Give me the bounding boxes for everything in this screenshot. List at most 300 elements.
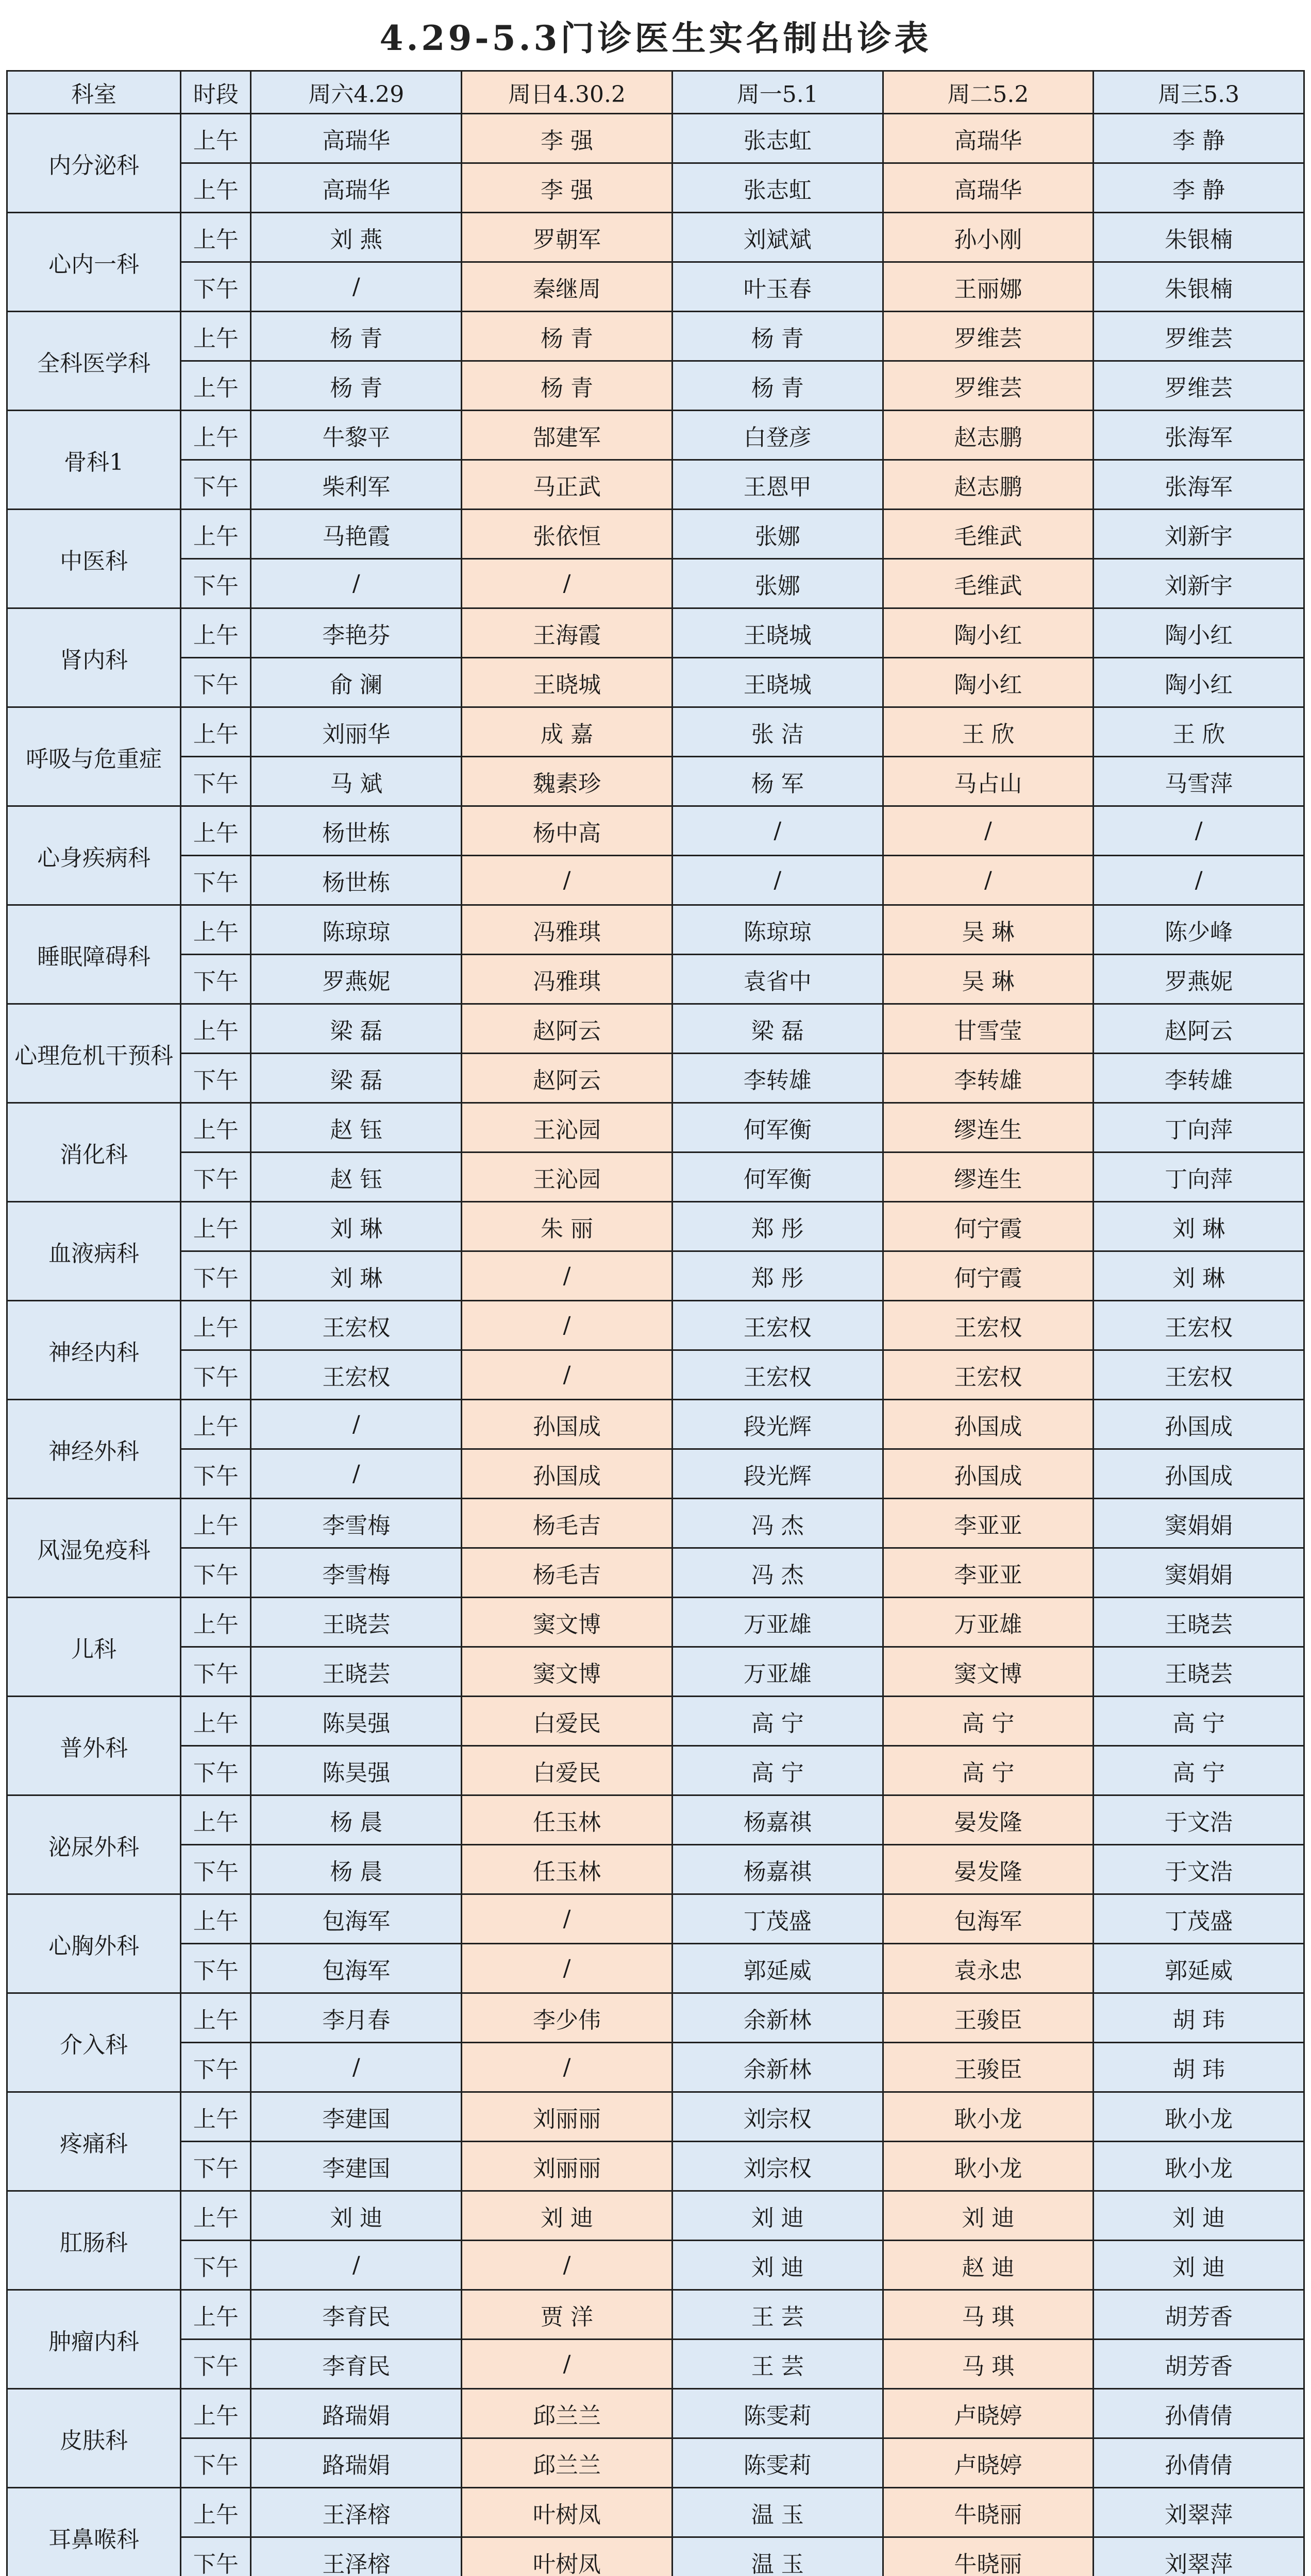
time-slot-cell: 下午 bbox=[181, 1647, 251, 1697]
time-slot-cell: 上午 bbox=[181, 2389, 251, 2438]
doctor-cell: / bbox=[462, 559, 673, 608]
time-slot-cell: 下午 bbox=[181, 1845, 251, 1894]
doctor-cell: 温 玉 bbox=[672, 2537, 883, 2576]
doctor-cell: 晏发隆 bbox=[883, 1795, 1094, 1845]
doctor-cell: / bbox=[1094, 856, 1304, 905]
time-slot-cell: 下午 bbox=[181, 1548, 251, 1598]
doctor-cell: 王骏臣 bbox=[883, 1993, 1094, 2043]
doctor-cell: 何宁霞 bbox=[883, 1251, 1094, 1301]
doctor-cell: 朱银楠 bbox=[1094, 213, 1304, 262]
doctor-cell: 李 静 bbox=[1094, 163, 1304, 213]
doctor-cell: 万亚雄 bbox=[883, 1598, 1094, 1647]
department-name: 心胸外科 bbox=[7, 1894, 181, 1993]
doctor-cell: 包海军 bbox=[251, 1944, 462, 1993]
doctor-cell: 王 欣 bbox=[883, 707, 1094, 757]
time-slot-cell: 下午 bbox=[181, 2340, 251, 2389]
doctor-cell: 张海军 bbox=[1094, 460, 1304, 510]
doctor-cell: 李月春 bbox=[251, 1993, 462, 2043]
doctor-cell: 王宏权 bbox=[883, 1301, 1094, 1350]
doctor-cell: 白爱民 bbox=[462, 1746, 673, 1795]
table-row bbox=[7, 213, 1304, 262]
header-day-mon: 周一5.1 bbox=[672, 71, 883, 114]
header-day-sun: 周日4.30.2 bbox=[462, 71, 673, 114]
doctor-cell: 张 洁 bbox=[672, 707, 883, 757]
doctor-cell: 袁永忠 bbox=[883, 1944, 1094, 1993]
time-slot-cell: 上午 bbox=[181, 1499, 251, 1548]
doctor-cell: 刘丽丽 bbox=[462, 2092, 673, 2142]
department-name: 儿科 bbox=[7, 1598, 181, 1697]
time-slot-cell: 下午 bbox=[181, 1944, 251, 1993]
doctor-cell: 冯雅琪 bbox=[462, 905, 673, 955]
table-row bbox=[7, 707, 1304, 757]
header-department: 科室 bbox=[7, 71, 181, 114]
table-row bbox=[7, 806, 1304, 856]
doctor-cell: 杨毛吉 bbox=[462, 1548, 673, 1598]
doctor-cell: 缪连生 bbox=[883, 1153, 1094, 1202]
doctor-cell: 王沁园 bbox=[462, 1103, 673, 1153]
time-slot-cell: 上午 bbox=[181, 2191, 251, 2241]
table-row bbox=[7, 1894, 1304, 1944]
doctor-cell: 刘宗权 bbox=[672, 2142, 883, 2191]
department-name: 皮肤科 bbox=[7, 2389, 181, 2488]
doctor-cell: 成 嘉 bbox=[462, 707, 673, 757]
table-row bbox=[7, 411, 1304, 460]
doctor-cell: / bbox=[462, 856, 673, 905]
table-row bbox=[7, 2043, 1304, 2092]
table-row bbox=[7, 1697, 1304, 1746]
header-day-sat: 周六4.29 bbox=[251, 71, 462, 114]
doctor-cell: 刘 琳 bbox=[1094, 1202, 1304, 1251]
schedule-table bbox=[6, 70, 1305, 2576]
doctor-cell: 李 强 bbox=[462, 163, 673, 213]
department-name: 心理危机干预科 bbox=[7, 1004, 181, 1103]
table-row bbox=[7, 1449, 1304, 1499]
department-name: 中医科 bbox=[7, 510, 181, 608]
doctor-cell: 梁 磊 bbox=[251, 1004, 462, 1054]
doctor-cell: 何宁霞 bbox=[883, 1202, 1094, 1251]
doctor-cell: 杨 青 bbox=[251, 361, 462, 411]
time-slot-cell: 下午 bbox=[181, 262, 251, 312]
time-slot-cell: 下午 bbox=[181, 460, 251, 510]
time-slot-cell: 上午 bbox=[181, 1598, 251, 1647]
time-slot-cell: 下午 bbox=[181, 2142, 251, 2191]
doctor-cell: 王丽娜 bbox=[883, 262, 1094, 312]
doctor-cell: 杨 青 bbox=[672, 312, 883, 361]
time-slot-cell: 上午 bbox=[181, 312, 251, 361]
doctor-cell: 耿小龙 bbox=[883, 2142, 1094, 2191]
time-slot-cell: 上午 bbox=[181, 1400, 251, 1449]
doctor-cell: 杨 青 bbox=[462, 361, 673, 411]
doctor-cell: 路瑞娟 bbox=[251, 2438, 462, 2488]
time-slot-cell: 下午 bbox=[181, 2537, 251, 2576]
time-slot-cell: 上午 bbox=[181, 2290, 251, 2340]
doctor-cell: 王 芸 bbox=[672, 2290, 883, 2340]
doctor-cell: 郑 彤 bbox=[672, 1202, 883, 1251]
table-row bbox=[7, 2340, 1304, 2389]
doctor-cell: 于文浩 bbox=[1094, 1845, 1304, 1894]
doctor-cell: / bbox=[251, 2043, 462, 2092]
table-row bbox=[7, 1103, 1304, 1153]
department-name: 普外科 bbox=[7, 1697, 181, 1795]
doctor-cell: 胡芳香 bbox=[1094, 2290, 1304, 2340]
doctor-cell: 张依恒 bbox=[462, 510, 673, 559]
doctor-cell: 牛晓丽 bbox=[883, 2537, 1094, 2576]
doctor-cell: 梁 磊 bbox=[251, 1054, 462, 1103]
doctor-cell: 李转雄 bbox=[1094, 1054, 1304, 1103]
doctor-cell: 冯 杰 bbox=[672, 1499, 883, 1548]
table-row bbox=[7, 2438, 1304, 2488]
doctor-cell: 马艳霞 bbox=[251, 510, 462, 559]
table-row bbox=[7, 1746, 1304, 1795]
doctor-cell: 孙倩倩 bbox=[1094, 2389, 1304, 2438]
doctor-cell: 秦继周 bbox=[462, 262, 673, 312]
doctor-cell: 杨中高 bbox=[462, 806, 673, 856]
doctor-cell: 高 宁 bbox=[1094, 1697, 1304, 1746]
doctor-cell: 牛黎平 bbox=[251, 411, 462, 460]
department-name: 骨科1 bbox=[7, 411, 181, 510]
doctor-cell: 刘 迪 bbox=[672, 2241, 883, 2290]
doctor-cell: 毛维武 bbox=[883, 510, 1094, 559]
table-row bbox=[7, 1004, 1304, 1054]
time-slot-cell: 下午 bbox=[181, 658, 251, 707]
doctor-cell: / bbox=[883, 806, 1094, 856]
doctor-cell: 张娜 bbox=[672, 510, 883, 559]
doctor-cell: 刘 迪 bbox=[462, 2191, 673, 2241]
doctor-cell: 李转雄 bbox=[883, 1054, 1094, 1103]
doctor-cell: / bbox=[462, 2241, 673, 2290]
doctor-cell: 杨嘉祺 bbox=[672, 1795, 883, 1845]
doctor-cell: 叶玉春 bbox=[672, 262, 883, 312]
table-row bbox=[7, 510, 1304, 559]
doctor-cell: 包海军 bbox=[251, 1894, 462, 1944]
doctor-cell: 何军衡 bbox=[672, 1103, 883, 1153]
time-slot-cell: 下午 bbox=[181, 2043, 251, 2092]
doctor-cell: 刘斌斌 bbox=[672, 213, 883, 262]
doctor-cell: 邱兰兰 bbox=[462, 2389, 673, 2438]
department-name: 血液病科 bbox=[7, 1202, 181, 1301]
doctor-cell: 孙国成 bbox=[1094, 1400, 1304, 1449]
doctor-cell: 耿小龙 bbox=[1094, 2092, 1304, 2142]
doctor-cell: 陶小红 bbox=[883, 608, 1094, 658]
doctor-cell: 郑 彤 bbox=[672, 1251, 883, 1301]
table-row bbox=[7, 559, 1304, 608]
doctor-cell: 窦文博 bbox=[883, 1647, 1094, 1697]
time-slot-cell: 下午 bbox=[181, 955, 251, 1004]
doctor-cell: 朱银楠 bbox=[1094, 262, 1304, 312]
doctor-cell: 李亚亚 bbox=[883, 1548, 1094, 1598]
time-slot-cell: 上午 bbox=[181, 905, 251, 955]
doctor-cell: 温 玉 bbox=[672, 2488, 883, 2537]
doctor-cell: 叶树凤 bbox=[462, 2537, 673, 2576]
doctor-cell: 高 宁 bbox=[672, 1697, 883, 1746]
table-row bbox=[7, 2142, 1304, 2191]
table-row bbox=[7, 757, 1304, 806]
doctor-cell: 于文浩 bbox=[1094, 1795, 1304, 1845]
doctor-cell: / bbox=[251, 559, 462, 608]
doctor-cell: 刘翠萍 bbox=[1094, 2488, 1304, 2537]
table-row bbox=[7, 1795, 1304, 1845]
table-row bbox=[7, 1993, 1304, 2043]
doctor-cell: 梁 磊 bbox=[672, 1004, 883, 1054]
time-slot-cell: 上午 bbox=[181, 608, 251, 658]
department-name: 消化科 bbox=[7, 1103, 181, 1202]
doctor-cell: 刘 迪 bbox=[251, 2191, 462, 2241]
doctor-cell: 郜建军 bbox=[462, 411, 673, 460]
doctor-cell: 马正武 bbox=[462, 460, 673, 510]
table-row bbox=[7, 163, 1304, 213]
doctor-cell: 杨嘉祺 bbox=[672, 1845, 883, 1894]
department-name: 泌尿外科 bbox=[7, 1795, 181, 1894]
table-row bbox=[7, 114, 1304, 163]
doctor-cell: 邱兰兰 bbox=[462, 2438, 673, 2488]
time-slot-cell: 下午 bbox=[181, 1251, 251, 1301]
doctor-cell: 何军衡 bbox=[672, 1153, 883, 1202]
doctor-cell: 李少伟 bbox=[462, 1993, 673, 2043]
doctor-cell: 贾 洋 bbox=[462, 2290, 673, 2340]
doctor-cell: 毛维武 bbox=[883, 559, 1094, 608]
doctor-cell: 杨 青 bbox=[462, 312, 673, 361]
table-row bbox=[7, 1548, 1304, 1598]
doctor-cell: 刘翠萍 bbox=[1094, 2537, 1304, 2576]
doctor-cell: 余新林 bbox=[672, 2043, 883, 2092]
doctor-cell: 王恩甲 bbox=[672, 460, 883, 510]
doctor-cell: 李雪梅 bbox=[251, 1499, 462, 1548]
doctor-cell: 赵志鹏 bbox=[883, 411, 1094, 460]
doctor-cell: / bbox=[1094, 806, 1304, 856]
doctor-cell: 窦文博 bbox=[462, 1647, 673, 1697]
doctor-cell: / bbox=[462, 1301, 673, 1350]
doctor-cell: 王宏权 bbox=[672, 1350, 883, 1400]
doctor-cell: 王骏臣 bbox=[883, 2043, 1094, 2092]
table-row bbox=[7, 608, 1304, 658]
doctor-cell: / bbox=[251, 2241, 462, 2290]
doctor-cell: 冯雅琪 bbox=[462, 955, 673, 1004]
doctor-cell: 王 欣 bbox=[1094, 707, 1304, 757]
doctor-cell: 李育民 bbox=[251, 2340, 462, 2389]
doctor-cell: 刘 迪 bbox=[672, 2191, 883, 2241]
doctor-cell: 刘 燕 bbox=[251, 213, 462, 262]
doctor-cell: 杨毛吉 bbox=[462, 1499, 673, 1548]
doctor-cell: 白登彦 bbox=[672, 411, 883, 460]
time-slot-cell: 下午 bbox=[181, 2438, 251, 2488]
table-row bbox=[7, 312, 1304, 361]
doctor-cell: 甘雪莹 bbox=[883, 1004, 1094, 1054]
doctor-cell: 陈昊强 bbox=[251, 1697, 462, 1746]
department-name: 心内一科 bbox=[7, 213, 181, 312]
time-slot-cell: 上午 bbox=[181, 213, 251, 262]
doctor-cell: 张海军 bbox=[1094, 411, 1304, 460]
doctor-cell: 陈琼琼 bbox=[251, 905, 462, 955]
doctor-cell: 叶树凤 bbox=[462, 2488, 673, 2537]
doctor-cell: / bbox=[462, 1350, 673, 1400]
doctor-cell: 窦娟娟 bbox=[1094, 1499, 1304, 1548]
doctor-cell: 朱 丽 bbox=[462, 1202, 673, 1251]
doctor-cell: 王宏权 bbox=[251, 1301, 462, 1350]
doctor-cell: 刘新宇 bbox=[1094, 559, 1304, 608]
time-slot-cell: 上午 bbox=[181, 163, 251, 213]
doctor-cell: 李育民 bbox=[251, 2290, 462, 2340]
doctor-cell: 李 强 bbox=[462, 114, 673, 163]
doctor-cell: 马雪萍 bbox=[1094, 757, 1304, 806]
doctor-cell: 陶小红 bbox=[883, 658, 1094, 707]
time-slot-cell: 下午 bbox=[181, 856, 251, 905]
doctor-cell: 陶小红 bbox=[1094, 608, 1304, 658]
doctor-cell: 王晓城 bbox=[462, 658, 673, 707]
department-name: 疼痛科 bbox=[7, 2092, 181, 2191]
doctor-cell: / bbox=[672, 806, 883, 856]
doctor-cell: 丁茂盛 bbox=[1094, 1894, 1304, 1944]
doctor-cell: / bbox=[251, 1449, 462, 1499]
table-row bbox=[7, 1647, 1304, 1697]
time-slot-cell: 下午 bbox=[181, 1449, 251, 1499]
doctor-cell: 王晓芸 bbox=[251, 1598, 462, 1647]
doctor-cell: / bbox=[883, 856, 1094, 905]
doctor-cell: 卢晓婷 bbox=[883, 2438, 1094, 2488]
doctor-cell: 袁省中 bbox=[672, 955, 883, 1004]
time-slot-cell: 上午 bbox=[181, 2488, 251, 2537]
doctor-cell: 张志虹 bbox=[672, 114, 883, 163]
doctor-cell: 李亚亚 bbox=[883, 1499, 1094, 1548]
doctor-cell: 罗维芸 bbox=[1094, 312, 1304, 361]
doctor-cell: 王宏权 bbox=[1094, 1350, 1304, 1400]
doctor-cell: 任玉林 bbox=[462, 1795, 673, 1845]
time-slot-cell: 下午 bbox=[181, 2241, 251, 2290]
doctor-cell: 罗朝军 bbox=[462, 213, 673, 262]
doctor-cell: 孙国成 bbox=[883, 1449, 1094, 1499]
header-time-slot: 时段 bbox=[181, 71, 251, 114]
time-slot-cell: 上午 bbox=[181, 1202, 251, 1251]
doctor-cell: 牛晓丽 bbox=[883, 2488, 1094, 2537]
doctor-cell: 罗维芸 bbox=[883, 361, 1094, 411]
doctor-cell: 孙国成 bbox=[1094, 1449, 1304, 1499]
doctor-cell: 陈少峰 bbox=[1094, 905, 1304, 955]
doctor-cell: 刘 迪 bbox=[1094, 2241, 1304, 2290]
doctor-cell: 刘丽华 bbox=[251, 707, 462, 757]
department-name: 介入科 bbox=[7, 1993, 181, 2092]
department-name: 神经外科 bbox=[7, 1400, 181, 1499]
doctor-cell: 马占山 bbox=[883, 757, 1094, 806]
doctor-cell: / bbox=[462, 1251, 673, 1301]
doctor-cell: 王宏权 bbox=[251, 1350, 462, 1400]
doctor-cell: 魏素珍 bbox=[462, 757, 673, 806]
doctor-cell: 卢晓婷 bbox=[883, 2389, 1094, 2438]
doctor-cell: 耿小龙 bbox=[883, 2092, 1094, 2142]
doctor-cell: 郭延威 bbox=[1094, 1944, 1304, 1993]
doctor-cell: 任玉林 bbox=[462, 1845, 673, 1894]
time-slot-cell: 上午 bbox=[181, 1993, 251, 2043]
doctor-cell: 张志虹 bbox=[672, 163, 883, 213]
table-row bbox=[7, 2241, 1304, 2290]
doctor-cell: 柴利军 bbox=[251, 460, 462, 510]
doctor-cell: / bbox=[462, 2043, 673, 2092]
department-name: 睡眠障碍科 bbox=[7, 905, 181, 1004]
doctor-cell: 孙国成 bbox=[462, 1400, 673, 1449]
doctor-cell: 晏发隆 bbox=[883, 1845, 1094, 1894]
department-name: 肿瘤内科 bbox=[7, 2290, 181, 2389]
doctor-cell: 孙国成 bbox=[462, 1449, 673, 1499]
doctor-cell: 李建国 bbox=[251, 2142, 462, 2191]
department-name: 肛肠科 bbox=[7, 2191, 181, 2290]
doctor-cell: 陈琼琼 bbox=[672, 905, 883, 955]
doctor-cell: 刘 迪 bbox=[883, 2191, 1094, 2241]
table-row bbox=[7, 2537, 1304, 2576]
doctor-cell: 王宏权 bbox=[672, 1301, 883, 1350]
page-title: 4.29-5.3门诊医生实名制出诊表 bbox=[379, 18, 932, 58]
doctor-cell: 俞 澜 bbox=[251, 658, 462, 707]
doctor-cell: 余新林 bbox=[672, 1993, 883, 2043]
table-row bbox=[7, 2389, 1304, 2438]
doctor-cell: 李艳芬 bbox=[251, 608, 462, 658]
doctor-cell: 孙倩倩 bbox=[1094, 2438, 1304, 2488]
table-row bbox=[7, 1598, 1304, 1647]
doctor-cell: 陈昊强 bbox=[251, 1746, 462, 1795]
time-slot-cell: 上午 bbox=[181, 411, 251, 460]
table-row bbox=[7, 658, 1304, 707]
doctor-cell: 杨世栋 bbox=[251, 806, 462, 856]
doctor-cell: 刘丽丽 bbox=[462, 2142, 673, 2191]
doctor-cell: 吴 琳 bbox=[883, 955, 1094, 1004]
doctor-cell: 包海军 bbox=[883, 1894, 1094, 1944]
table-row bbox=[7, 2092, 1304, 2142]
doctor-cell: 李转雄 bbox=[672, 1054, 883, 1103]
doctor-cell: / bbox=[462, 1894, 673, 1944]
department-name: 耳鼻喉科 bbox=[7, 2488, 181, 2576]
doctor-cell: 刘 琳 bbox=[1094, 1251, 1304, 1301]
doctor-cell: 路瑞娟 bbox=[251, 2389, 462, 2438]
time-slot-cell: 上午 bbox=[181, 1697, 251, 1746]
doctor-cell: 王宏权 bbox=[1094, 1301, 1304, 1350]
doctor-cell: 孙国成 bbox=[883, 1400, 1094, 1449]
header-day-wed: 周三5.3 bbox=[1094, 71, 1304, 114]
doctor-cell: 李 静 bbox=[1094, 114, 1304, 163]
table-row bbox=[7, 856, 1304, 905]
table-row bbox=[7, 905, 1304, 955]
header-row bbox=[7, 71, 1304, 114]
doctor-cell: 赵阿云 bbox=[462, 1054, 673, 1103]
doctor-cell: 王沁园 bbox=[462, 1153, 673, 1202]
doctor-cell: 万亚雄 bbox=[672, 1598, 883, 1647]
doctor-cell: 刘 琳 bbox=[251, 1202, 462, 1251]
doctor-cell: 杨世栋 bbox=[251, 856, 462, 905]
doctor-cell: / bbox=[462, 1944, 673, 1993]
doctor-cell: 王泽榕 bbox=[251, 2488, 462, 2537]
table-row bbox=[7, 1400, 1304, 1449]
table-row bbox=[7, 1944, 1304, 1993]
doctor-cell: 王宏权 bbox=[883, 1350, 1094, 1400]
schedule-body bbox=[7, 114, 1304, 2576]
doctor-cell: 杨 晨 bbox=[251, 1845, 462, 1894]
doctor-cell: 胡 玮 bbox=[1094, 1993, 1304, 2043]
table-row bbox=[7, 1054, 1304, 1103]
doctor-cell: 吴 琳 bbox=[883, 905, 1094, 955]
table-row bbox=[7, 361, 1304, 411]
doctor-cell: 窦娟娟 bbox=[1094, 1548, 1304, 1598]
department-name: 心身疾病科 bbox=[7, 806, 181, 905]
table-row bbox=[7, 2290, 1304, 2340]
doctor-cell: 罗燕妮 bbox=[251, 955, 462, 1004]
doctor-cell: 刘 迪 bbox=[1094, 2191, 1304, 2241]
doctor-cell: 赵 钰 bbox=[251, 1153, 462, 1202]
table-row bbox=[7, 1153, 1304, 1202]
doctor-cell: 杨 青 bbox=[251, 312, 462, 361]
time-slot-cell: 上午 bbox=[181, 1103, 251, 1153]
department-name: 内分泌科 bbox=[7, 114, 181, 213]
doctor-cell: 胡芳香 bbox=[1094, 2340, 1304, 2389]
doctor-cell: 王 芸 bbox=[672, 2340, 883, 2389]
doctor-cell: / bbox=[251, 1400, 462, 1449]
doctor-cell: 李雪梅 bbox=[251, 1548, 462, 1598]
table-row bbox=[7, 460, 1304, 510]
